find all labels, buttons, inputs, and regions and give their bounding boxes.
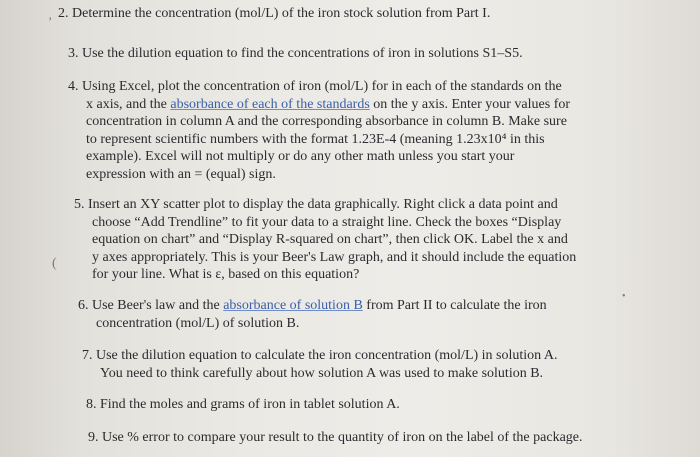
item-number: 4. (68, 79, 79, 94)
item-number: 7. (82, 348, 93, 363)
item-line (74, 196, 576, 214)
item-text: Determine the concentration (mol/L) of the iron stock solution from Part I. (72, 6, 491, 21)
item-number: 6. (78, 298, 89, 313)
instruction-item-4 (68, 78, 570, 183)
item-line: choose “Add Trendline” to fit your data to a straight line. Check the boxes “Display (92, 214, 562, 230)
item-text: Use % error to compare your result to the quantity of iron on the label of the package. (102, 430, 583, 445)
bracket-mark: ( (52, 256, 57, 271)
item-text: Use the dilution equation to calculate the iron concentration (mol/L) in solution A. (96, 348, 558, 363)
item-line (82, 347, 558, 365)
item-line (68, 78, 570, 96)
item-line (58, 5, 490, 23)
instruction-item-8 (86, 396, 400, 414)
item-text: Find the moles and grams of iron in tablet solution A. (100, 397, 400, 412)
dot-mark: • (622, 291, 626, 302)
item-text: from Part II to calculate the iron (362, 298, 547, 313)
instruction-item-7 (82, 347, 558, 382)
item-number: 2. (58, 6, 69, 21)
instruction-item-2 (58, 5, 490, 23)
item-text: on the y axis. Enter your values for (369, 96, 571, 112)
instruction-item-5 (74, 196, 576, 284)
item-line: expression with an = (equal) sign. (86, 166, 276, 182)
item-line: to represent scientific numbers with the format 1.23E-4 (meaning 1.23x10⁴ in this (86, 131, 545, 147)
instruction-item-9 (88, 429, 583, 447)
item-line (68, 45, 523, 63)
item-text: Insert an XY scatter plot to display the data graphically. Right click a data point and (88, 197, 558, 212)
item-line (88, 429, 583, 447)
item-text: x axis, and the (86, 96, 171, 112)
item-number: 9. (88, 430, 99, 445)
item-line: equation on chart” and “Display R-squared on chart”, then click OK. Label the x and (92, 232, 568, 247)
item-text: Use Beer's law and the (92, 298, 224, 313)
instruction-item-3 (68, 45, 523, 63)
item-line: concentration in column A and the corresponding absorbance in column B. Make sure (86, 114, 567, 129)
item-line (78, 297, 547, 315)
item-line: example). Excel will not multiply or do any other math unless you start your (86, 149, 515, 164)
item-number: 5. (74, 197, 85, 212)
instruction-item-6 (78, 297, 547, 332)
absorbance-standards-link[interactable]: absorbance of each of the standards (170, 96, 370, 112)
absorbance-solution-b-link[interactable]: absorbance of solution B (223, 298, 363, 313)
item-text: Use the dilution equation to find the concentrations of iron in solutions S1–S5. (82, 46, 523, 61)
item-line (86, 396, 400, 414)
item-line: for your line. What is ε, based on this equation? (92, 267, 360, 282)
item-line (68, 96, 570, 114)
item-line: concentration (mol/L) of solution B. (96, 315, 300, 331)
bracket-mark: ‚ (48, 7, 53, 22)
item-text: Using Excel, plot the concentration of iron (mol/L) for in each of the standards on the (82, 79, 562, 94)
item-number: 3. (68, 46, 79, 61)
item-number: 8. (86, 397, 97, 412)
item-line: You need to think carefully about how solution A was used to make solution B. (100, 365, 544, 381)
item-line: y axes appropriately. This is your Beer's Law graph, and it should include the equation (92, 249, 577, 265)
